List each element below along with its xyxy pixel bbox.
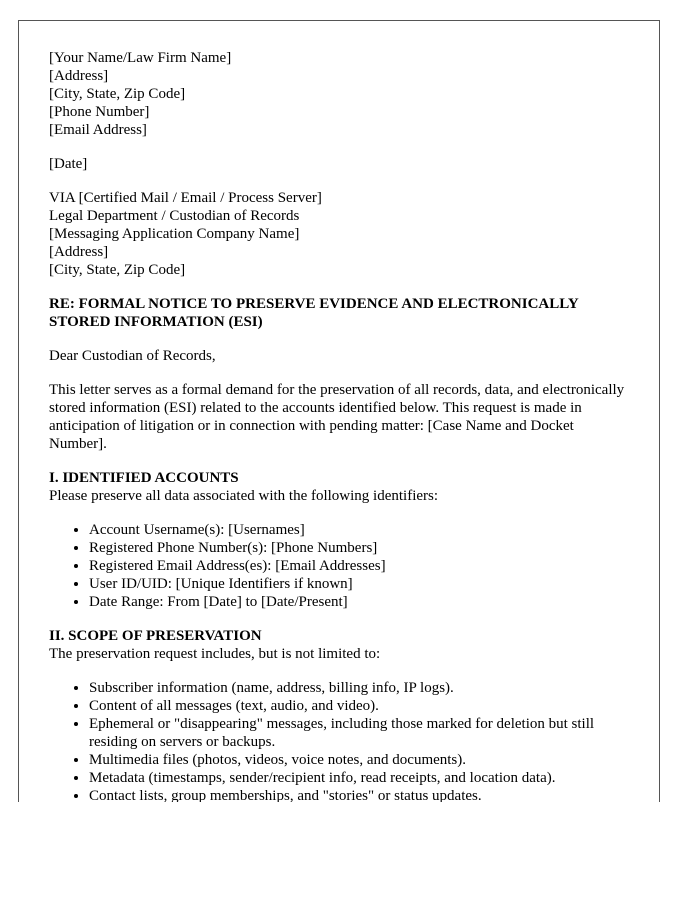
recipient-block — [49, 189, 634, 279]
sender-name: [Your Name/Law Firm Name] — [49, 50, 232, 66]
subject-line: RE: FORMAL NOTICE TO PRESERVE EVIDENCE AND ELECTRONICALLY STORED INFORMATION (ESI) — [49, 296, 579, 330]
section2-list — [49, 679, 634, 802]
list-item: • Registered Email Address(es): [Email Addresses] — [89, 557, 634, 575]
sender-address: [Address] — [49, 68, 109, 84]
section1-list — [49, 521, 634, 611]
letter-page — [18, 20, 660, 802]
recipient-via: VIA [Certified Mail / Email / Process Server] — [49, 190, 322, 206]
list-item: • Registered Phone Number(s): [Phone Numbers] — [89, 539, 634, 557]
list-item: • Subscriber information (name, address, billing info, IP logs). — [89, 679, 634, 697]
section1-intro: Please preserve all data associated with the following identifiers: — [49, 488, 439, 504]
section1-title: I. IDENTIFIED ACCOUNTS — [49, 470, 239, 486]
salutation: Dear Custodian of Records, — [49, 348, 216, 364]
list-item: • Metadata (timestamps, sender/recipient info, read receipts, and location data). — [89, 769, 634, 787]
recipient-city-state-zip: [City, State, Zip Code] — [49, 262, 186, 278]
list-item: • User ID/UID: [Unique Identifiers if known] — [89, 575, 634, 593]
section2-intro: The preservation request includes, but is not limited to: — [49, 646, 381, 662]
letter-content — [49, 49, 634, 802]
list-item: • Date Range: From [Date] to [Date/Present] — [89, 593, 634, 611]
recipient-department: Legal Department / Custodian of Records — [49, 208, 300, 224]
recipient-address: [Address] — [49, 244, 109, 260]
list-item: • Account Username(s): [Usernames] — [89, 521, 634, 539]
list-item: • Multimedia files (photos, videos, voice notes, and documents). — [89, 751, 634, 769]
date-block — [49, 155, 634, 173]
sender-city-state-zip: [City, State, Zip Code] — [49, 86, 186, 102]
list-item: • Contact lists, group memberships, and "stories" or status updates. — [89, 787, 634, 802]
letter-date: [Date] — [49, 156, 88, 172]
section2-title: II. SCOPE OF PRESERVATION — [49, 628, 262, 644]
list-item: • Content of all messages (text, audio, and video). — [89, 697, 634, 715]
recipient-company: [Messaging Application Company Name] — [49, 226, 300, 242]
intro-paragraph: This letter serves as a formal demand for the preservation of all records, data, and electronically stored information (ESI) related to the accounts identified below. This request is made in anticipation of litigation or in connection with pending matter: [Case Name and Docket Number]. — [49, 382, 625, 452]
section-scope-of-preservation — [49, 627, 634, 802]
section-identified-accounts — [49, 469, 634, 611]
sender-phone: [Phone Number] — [49, 104, 150, 120]
sender-email: [Email Address] — [49, 122, 147, 138]
list-item: • Ephemeral or "disappearing" messages, including those marked for deletion but still residing on servers or backups. — [89, 715, 634, 751]
sender-block — [49, 49, 634, 139]
